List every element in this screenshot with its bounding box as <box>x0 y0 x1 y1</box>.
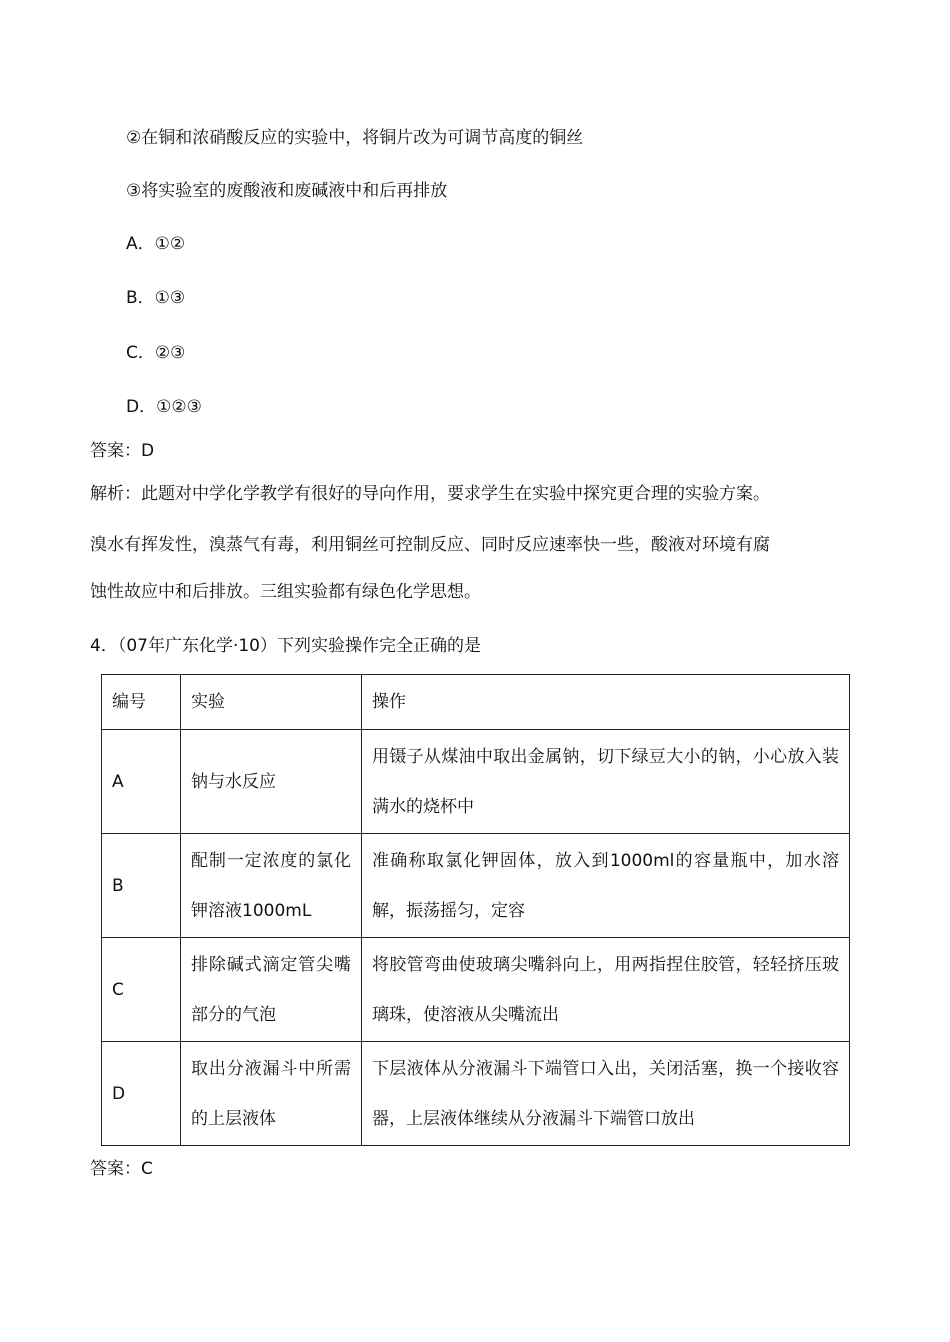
row-id: B <box>102 834 181 938</box>
row-experiment: 钠与水反应 <box>191 771 276 792</box>
row-id: C <box>102 938 181 1042</box>
table-row <box>102 730 850 834</box>
option-c: C．②③ <box>126 343 186 363</box>
header-experiment: 实验 <box>181 675 362 730</box>
statement-3: ③将实验室的废酸液和废碱液中和后再排放 <box>126 181 448 201</box>
row-operation: 用镊子从煤油中取出金属钠，切下绿豆大小的钠，小心放入装满水的烧杯中 <box>372 746 839 817</box>
row-operation: 将胶管弯曲使玻璃尖嘴斜向上，用两指捏住胶管，轻轻挤压玻璃珠，使溶液从尖嘴流出 <box>372 954 839 1025</box>
answer-q4: 答案：C <box>90 1159 153 1179</box>
row-id: D <box>102 1042 181 1146</box>
experiment-table <box>101 674 850 1146</box>
row-id: A <box>102 730 181 834</box>
option-a: A．①② <box>126 234 186 254</box>
option-d: D．①②③ <box>126 397 202 417</box>
question-4: 4．（07年广东化学·10）下列实验操作完全正确的是 <box>90 636 481 656</box>
option-b: B．①③ <box>126 288 186 308</box>
row-experiment: 取出分液漏斗中所需的上层液体 <box>191 1058 351 1129</box>
analysis-line-1: 解析：此题对中学化学教学有很好的导向作用，要求学生在实验中探究更合理的实验方案。 <box>90 484 770 504</box>
row-operation: 准确称取氯化钾固体，放入到1000ml的容量瓶中，加水溶解，振荡摇匀，定容 <box>372 850 839 921</box>
statement-2: ②在铜和浓硝酸反应的实验中，将铜片改为可调节高度的铜丝 <box>126 128 584 148</box>
table-row <box>102 834 850 938</box>
row-experiment: 配制一定浓度的氯化钾溶液1000mL <box>191 850 351 921</box>
row-operation: 下层液体从分液漏斗下端管口入出，关闭活塞，换一个接收容器，上层液体继续从分液漏斗下端管口放出 <box>372 1058 839 1129</box>
table-row <box>102 1042 850 1146</box>
table-row <box>102 938 850 1042</box>
header-id: 编号 <box>102 675 181 730</box>
analysis-line-3: 蚀性故应中和后排放。三组实验都有绿色化学思想。 <box>90 582 481 602</box>
header-operation: 操作 <box>362 675 850 730</box>
answer-q3: 答案：D <box>90 441 155 461</box>
analysis-line-2: 溴水有挥发性，溴蒸气有毒，利用铜丝可控制反应、同时反应速率快一些，酸液对环境有腐 <box>90 535 770 555</box>
table-header-row <box>102 675 850 730</box>
row-experiment: 排除碱式滴定管尖嘴部分的气泡 <box>191 954 351 1025</box>
